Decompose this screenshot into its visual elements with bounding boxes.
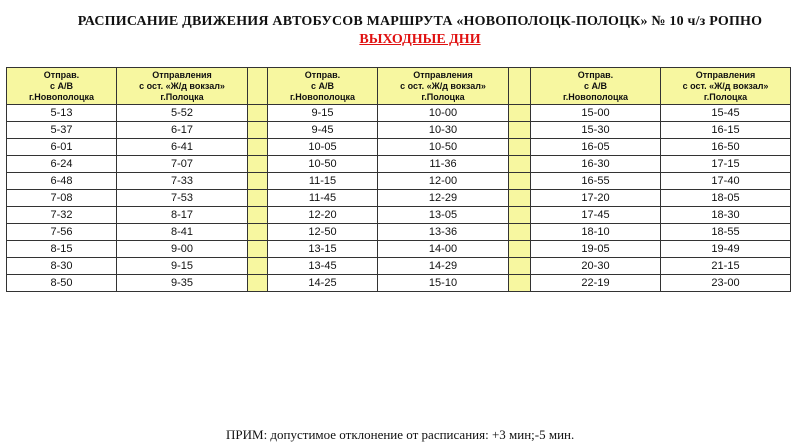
arrive-time-cell: 5-52 <box>117 105 248 122</box>
arrive-time-cell: 19-49 <box>661 241 791 258</box>
table-row <box>7 122 791 139</box>
header-depart-line3: г.Новополоцка <box>28 91 95 102</box>
separator-column <box>509 224 531 241</box>
depart-time-cell: 10-05 <box>268 139 378 156</box>
header-depart-line2: с А/В <box>49 80 73 91</box>
header-arrive-1 <box>117 68 248 105</box>
header-arrive-line2: с ост. «Ж/д вокзал» <box>682 80 769 91</box>
separator-column <box>509 156 531 173</box>
arrive-time-cell: 9-00 <box>117 241 248 258</box>
separator-column <box>248 68 268 105</box>
separator-column <box>509 173 531 190</box>
header-row <box>7 68 791 105</box>
header-depart-line3: г.Новополоцка <box>289 91 356 102</box>
header-depart-line2: с А/В <box>310 80 334 91</box>
arrive-time-cell: 18-55 <box>661 224 791 241</box>
arrive-time-cell: 17-15 <box>661 156 791 173</box>
separator-column <box>248 207 268 224</box>
separator-column <box>248 173 268 190</box>
schedule-body <box>7 68 791 292</box>
arrive-time-cell: 6-41 <box>117 139 248 156</box>
table-row <box>7 190 791 207</box>
separator-column <box>248 224 268 241</box>
header-depart-1 <box>7 68 117 105</box>
depart-time-cell: 19-05 <box>531 241 661 258</box>
separator-column <box>248 139 268 156</box>
schedule-table <box>6 67 791 292</box>
depart-time-cell: 8-50 <box>7 275 117 292</box>
schedule-subtitle <box>0 32 800 48</box>
separator-column <box>248 190 268 207</box>
separator-column <box>509 241 531 258</box>
arrive-time-cell: 8-17 <box>117 207 248 224</box>
depart-time-cell: 6-48 <box>7 173 117 190</box>
arrive-time-cell: 7-07 <box>117 156 248 173</box>
header-depart-line1: Отправ. <box>43 69 80 80</box>
arrive-time-cell: 21-15 <box>661 258 791 275</box>
depart-time-cell: 12-50 <box>268 224 378 241</box>
separator-column <box>509 275 531 292</box>
table-row <box>7 156 791 173</box>
depart-time-cell: 10-50 <box>268 156 378 173</box>
depart-time-cell: 12-20 <box>268 207 378 224</box>
arrive-time-cell: 10-00 <box>378 105 509 122</box>
depart-time-cell: 17-20 <box>531 190 661 207</box>
separator-column <box>248 156 268 173</box>
arrive-time-cell: 12-29 <box>378 190 509 207</box>
separator-column <box>509 105 531 122</box>
arrive-time-cell: 11-36 <box>378 156 509 173</box>
depart-time-cell: 16-30 <box>531 156 661 173</box>
arrive-time-cell: 7-33 <box>117 173 248 190</box>
depart-time-cell: 16-55 <box>531 173 661 190</box>
arrive-time-cell: 9-15 <box>117 258 248 275</box>
header-arrive-line3: г.Полоцка <box>160 91 204 102</box>
header-depart-line1: Отправ. <box>304 69 341 80</box>
depart-time-cell: 7-32 <box>7 207 117 224</box>
depart-time-cell: 5-37 <box>7 122 117 139</box>
separator-column <box>509 207 531 224</box>
table-row <box>7 241 791 258</box>
table-row <box>7 224 791 241</box>
depart-time-cell: 16-05 <box>531 139 661 156</box>
header-arrive-line2: с ост. «Ж/д вокзал» <box>139 80 225 91</box>
depart-time-cell: 6-24 <box>7 156 117 173</box>
header-depart-line2: с А/В <box>583 80 607 91</box>
header-arrive-3 <box>661 68 791 105</box>
tolerance-note: ПРИМ: допустимое отклонение от расписания: +3 мин;-5 мин. <box>226 427 575 442</box>
arrive-time-cell: 14-00 <box>378 241 509 258</box>
header-arrive-line3: г.Полоцка <box>421 91 465 102</box>
weekend-label: ВЫХОДНЫЕ ДНИ <box>359 32 481 47</box>
arrive-time-cell: 13-05 <box>378 207 509 224</box>
separator-column <box>248 122 268 139</box>
separator-column <box>509 68 531 105</box>
depart-time-cell: 15-30 <box>531 122 661 139</box>
table-row <box>7 173 791 190</box>
arrive-time-cell: 18-05 <box>661 190 791 207</box>
arrive-time-cell: 10-50 <box>378 139 509 156</box>
header-arrive-line1: Отправления <box>152 69 212 80</box>
header-depart-line1: Отправ. <box>577 69 614 80</box>
header-arrive-line1: Отправления <box>695 69 756 80</box>
arrive-time-cell: 12-00 <box>378 173 509 190</box>
arrive-time-cell: 10-30 <box>378 122 509 139</box>
arrive-time-cell: 9-35 <box>117 275 248 292</box>
separator-column <box>248 258 268 275</box>
depart-time-cell: 15-00 <box>531 105 661 122</box>
separator-column <box>509 122 531 139</box>
separator-column <box>509 190 531 207</box>
depart-time-cell: 18-10 <box>531 224 661 241</box>
depart-time-cell: 7-56 <box>7 224 117 241</box>
table-row <box>7 105 791 122</box>
arrive-time-cell: 16-50 <box>661 139 791 156</box>
arrive-time-cell: 15-10 <box>378 275 509 292</box>
depart-time-cell: 17-45 <box>531 207 661 224</box>
separator-column <box>509 258 531 275</box>
arrive-time-cell: 16-15 <box>661 122 791 139</box>
depart-time-cell: 11-45 <box>268 190 378 207</box>
table-row <box>7 258 791 275</box>
header-depart-3 <box>531 68 661 105</box>
arrive-time-cell: 23-00 <box>661 275 791 292</box>
header-arrive-line2: с ост. «Ж/д вокзал» <box>400 80 486 91</box>
separator-column <box>248 275 268 292</box>
depart-time-cell: 8-30 <box>7 258 117 275</box>
arrive-time-cell: 7-53 <box>117 190 248 207</box>
separator-column <box>248 105 268 122</box>
arrive-time-cell: 6-17 <box>117 122 248 139</box>
arrive-time-cell: 13-36 <box>378 224 509 241</box>
arrive-time-cell: 17-40 <box>661 173 791 190</box>
table-row <box>7 275 791 292</box>
depart-time-cell: 6-01 <box>7 139 117 156</box>
depart-time-cell: 13-15 <box>268 241 378 258</box>
depart-time-cell: 9-15 <box>268 105 378 122</box>
arrive-time-cell: 18-30 <box>661 207 791 224</box>
table-row <box>7 139 791 156</box>
arrive-time-cell: 15-45 <box>661 105 791 122</box>
depart-time-cell: 20-30 <box>531 258 661 275</box>
schedule-title: РАСПИСАНИЕ ДВИЖЕНИЯ АВТОБУСОВ МАРШРУТА «НОВОПОЛОЦК-ПОЛОЦК» № 10 ч/з РОПНО <box>77 14 763 29</box>
depart-time-cell: 11-15 <box>268 173 378 190</box>
depart-time-cell: 9-45 <box>268 122 378 139</box>
depart-time-cell: 14-25 <box>268 275 378 292</box>
arrive-time-cell: 14-29 <box>378 258 509 275</box>
header-arrive-line1: Отправления <box>413 69 473 80</box>
depart-time-cell: 7-08 <box>7 190 117 207</box>
depart-time-cell: 13-45 <box>268 258 378 275</box>
depart-time-cell: 5-13 <box>7 105 117 122</box>
header-depart-2 <box>268 68 378 105</box>
depart-time-cell: 8-15 <box>7 241 117 258</box>
separator-column <box>248 241 268 258</box>
table-row <box>7 207 791 224</box>
header-arrive-2 <box>378 68 509 105</box>
depart-time-cell: 22-19 <box>531 275 661 292</box>
separator-column <box>509 139 531 156</box>
arrive-time-cell: 8-41 <box>117 224 248 241</box>
header-depart-line3: г.Новополоцка <box>562 91 629 102</box>
header-arrive-line3: г.Полоцка <box>703 91 748 102</box>
